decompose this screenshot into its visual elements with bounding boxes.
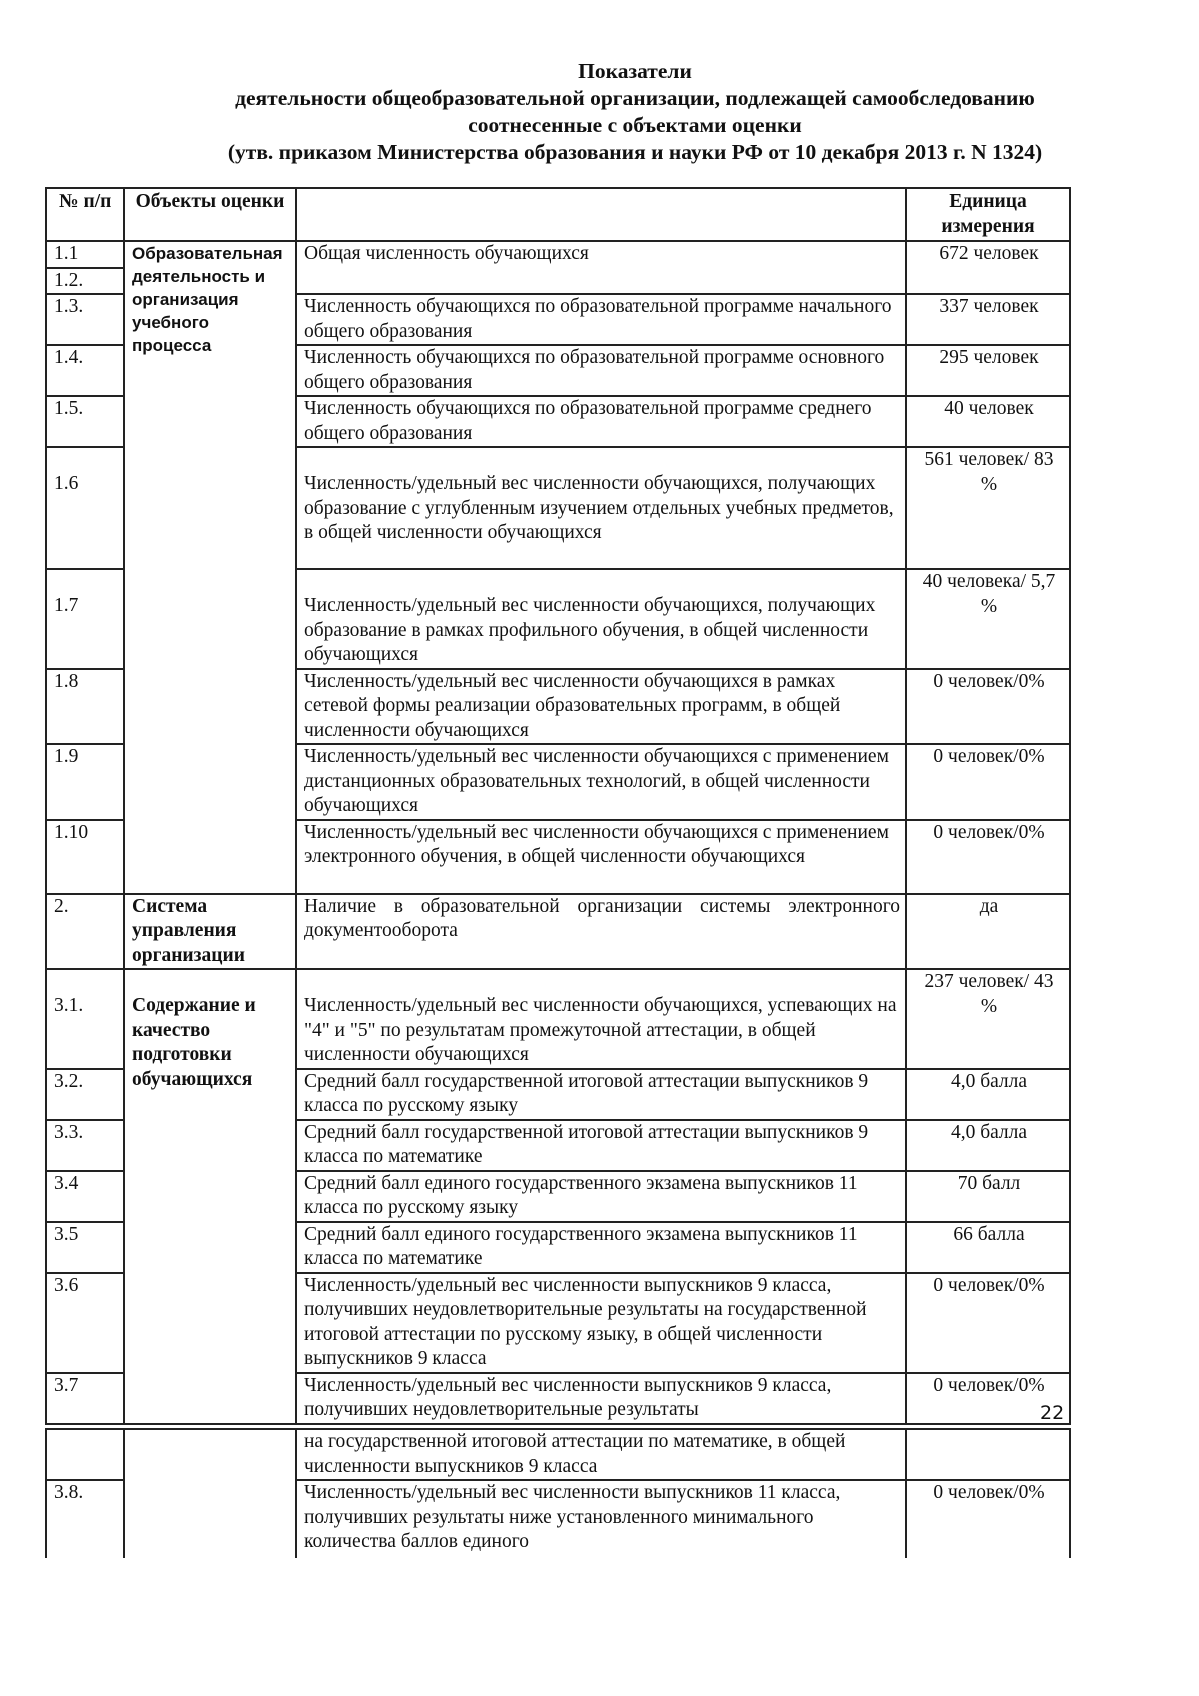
row-num: 3.5 (46, 1222, 124, 1273)
row-unit: 0 человек/0% (906, 1273, 1070, 1373)
row-unit: 70 балл (906, 1171, 1070, 1222)
row-unit: 561 человек/ 83 % (906, 447, 1070, 569)
row-num (46, 1429, 124, 1480)
row-text: Численность обучающихся по образовательной программе основного общего образования (296, 345, 906, 396)
title-line-3: соотнесенные с объектами оценки (468, 113, 802, 137)
row-num: 3.7 (46, 1373, 124, 1424)
row-num: 2. (46, 894, 124, 970)
row-text: Средний балл единого государственного экзамена выпускников 11 класса по математике (296, 1222, 906, 1273)
title-line-4: (утв. приказом Министерства образования и науки РФ от 10 декабря 2013 г. N 1324) (227, 140, 1043, 164)
row-num: 1.6 (46, 447, 124, 569)
title-line-2: деятельности общеобразовательной организации, подлежащей самообследованию (235, 86, 1035, 110)
row-text: Численность/удельный вес численности обучающихся, успевающих на "4" и "5" по результатам промежуточной аттестации, в общей численности обучающихся (296, 969, 906, 1069)
header-objects: Объекты оценки (124, 188, 296, 241)
row-unit (906, 1429, 1070, 1480)
row-num: 3.2. (46, 1069, 124, 1120)
table-row (46, 969, 1070, 1069)
row-text: Средний балл единого государственного экзамена выпускников 11 класса по русскому языку (296, 1171, 906, 1222)
row-text: Численность/удельный вес численности обучающихся с применением дистанционных образовательных технологий, в общей численности обучающихся (296, 744, 906, 820)
row-text: на государственной итоговой аттестации по математике, в общей численности выпускников 9 класса (296, 1429, 906, 1480)
row-unit: 295 человек (906, 345, 1070, 396)
row-num: 1.8 (46, 669, 124, 745)
row-text: Численность/удельный вес численности выпускников 11 класса, получивших результаты ниже установленного минимального количества баллов единого (296, 1480, 906, 1558)
indicators-table-continuation (45, 1428, 1071, 1558)
row-unit: 40 человека/ 5,7 % (906, 569, 1070, 669)
row-unit: да (906, 894, 1070, 970)
row-text: Численность/удельный вес численности выпускников 9 класса, получивших неудовлетворительные результаты на государственной итоговой аттестации по русскому языку, в общей численности выпускников 9 класса (296, 1273, 906, 1373)
row-num: 1.2. (46, 268, 124, 295)
row-unit: 40 человек (906, 396, 1070, 447)
table-row (46, 1429, 1070, 1480)
page-number: 22 (1040, 1402, 1065, 1424)
row-unit: 337 человек (906, 294, 1070, 345)
row-num: 1.5. (46, 396, 124, 447)
row-text: Средний балл государственной итоговой аттестации выпускников 9 класса по русскому языку (296, 1069, 906, 1120)
indicators-table (45, 187, 1071, 1425)
row-num: 3.1. (46, 969, 124, 1069)
row-num: 3.6 (46, 1273, 124, 1373)
row-text: Численность/удельный вес численности выпускников 9 класса, получивших неудовлетворительные результаты (296, 1373, 906, 1424)
row-unit: 0 человек/0% (906, 669, 1070, 745)
row-unit: 672 человек (906, 241, 1070, 294)
row-num: 3.4 (46, 1171, 124, 1222)
row-num: 1.1 (46, 241, 124, 268)
row-text: Средний балл государственной итоговой аттестации выпускников 9 класса по математике (296, 1120, 906, 1171)
row-unit: 0 человек/0% (906, 744, 1070, 820)
row-unit: 4,0 балла (906, 1120, 1070, 1171)
header-unit: Единица измерения (906, 188, 1070, 241)
object-group-3-continued (124, 1429, 296, 1558)
row-num: 1.3. (46, 294, 124, 345)
row-text: Общая численность обучающихся (296, 241, 906, 294)
row-num: 1.9 (46, 744, 124, 820)
row-text: Численность/удельный вес численности обучающихся в рамках сетевой формы реализации образовательных программ, в общей численности обучающихся (296, 669, 906, 745)
row-num: 1.10 (46, 820, 124, 894)
row-text: Численность/удельный вес численности обучающихся, получающих образование с углубленным изучением отдельных учебных предметов, в общей численности обучающихся (296, 447, 906, 569)
header-indicator (296, 188, 906, 241)
row-text: Численность обучающихся по образовательной программе начального общего образования (296, 294, 906, 345)
row-num: 3.8. (46, 1480, 124, 1558)
row-unit: 66 балла (906, 1222, 1070, 1273)
row-text: Численность/удельный вес численности обучающихся с применением электронного обучения, в общей численности обучающихся (296, 820, 906, 894)
table-row (46, 894, 1070, 970)
table-row (46, 241, 1070, 268)
row-unit: 0 человек/0% (906, 1373, 1070, 1424)
object-group-1: Образовательная деятельность и организация учебного процесса (124, 241, 296, 894)
table-header-row (46, 188, 1070, 241)
row-unit: 4,0 балла (906, 1069, 1070, 1120)
title-line-1: Показатели (578, 59, 692, 83)
row-num: 1.4. (46, 345, 124, 396)
header-num: № п/п (46, 188, 124, 241)
row-num: 3.3. (46, 1120, 124, 1171)
document-title (150, 58, 1120, 166)
row-unit: 0 человек/0% (906, 1480, 1070, 1558)
object-group-2: Система управления организации (124, 894, 296, 970)
object-group-3: Содержание и качество подготовки обучающихся (124, 969, 296, 1424)
row-text: Наличие в образовательной организации системы электронного документооборота (296, 894, 906, 970)
row-unit: 0 человек/0% (906, 820, 1070, 894)
row-text: Численность обучающихся по образовательной программе среднего общего образования (296, 396, 906, 447)
row-num: 1.7 (46, 569, 124, 669)
row-text: Численность/удельный вес численности обучающихся, получающих образование в рамках профильного обучения, в общей численности обучающихся (296, 569, 906, 669)
row-unit: 237 человек/ 43 % (906, 969, 1070, 1069)
